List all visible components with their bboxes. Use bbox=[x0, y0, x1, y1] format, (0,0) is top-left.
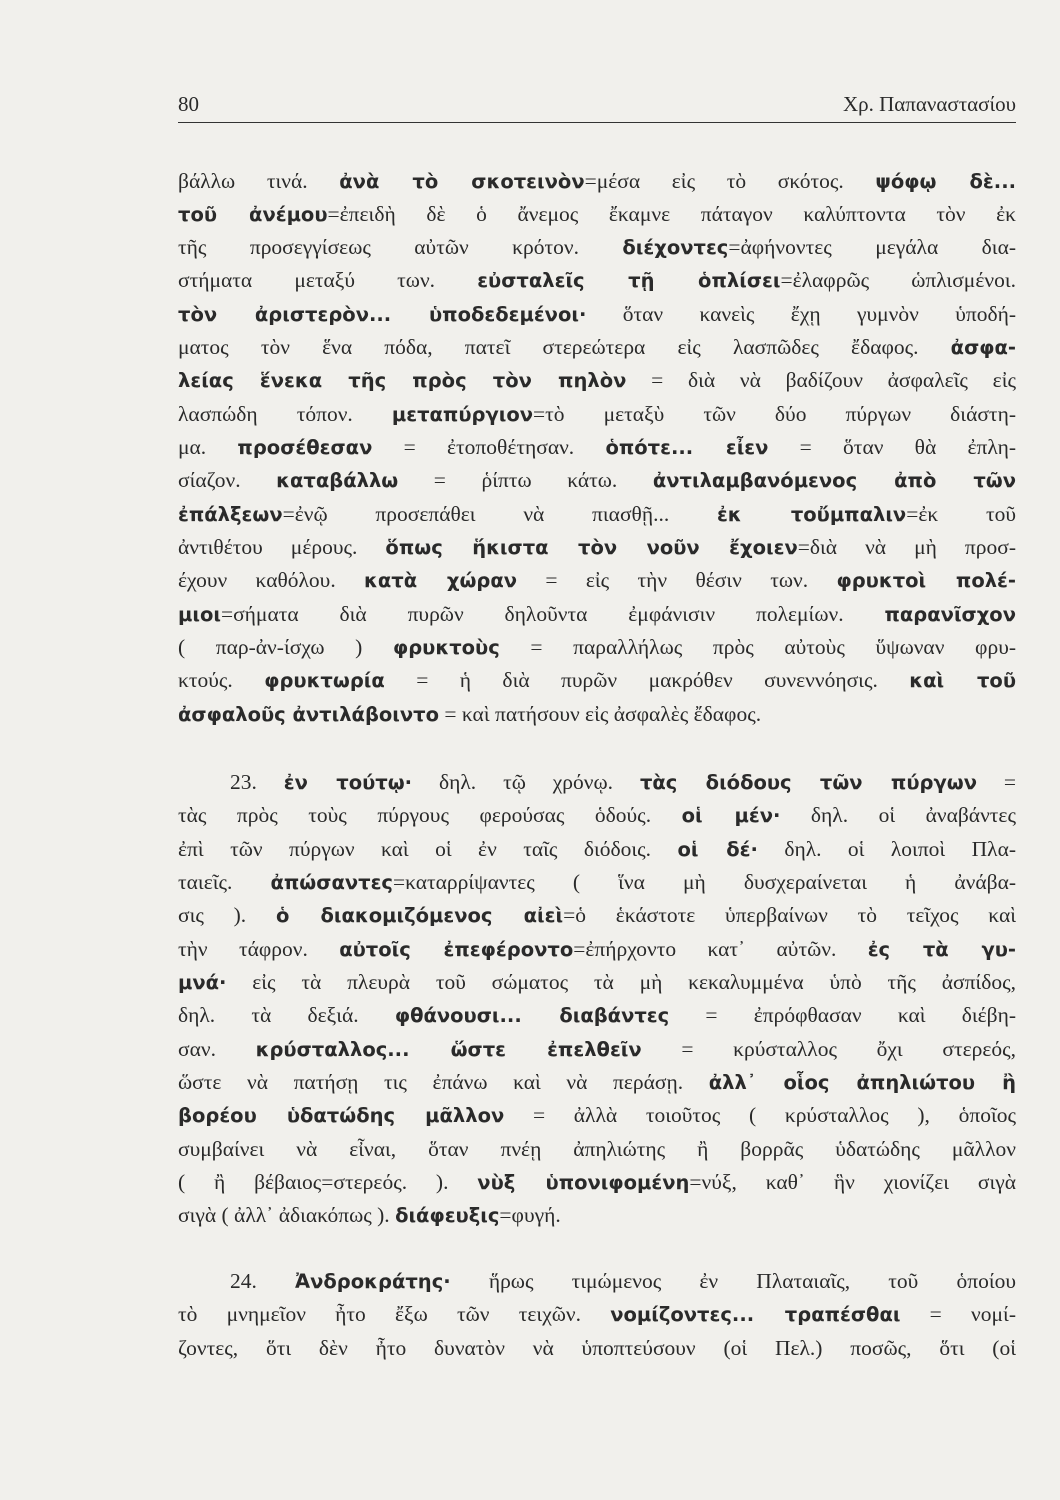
bold-term: ἐν τούτῳ· bbox=[283, 771, 413, 794]
bold-term: καὶ τοῦ bbox=[909, 669, 1016, 692]
text-run: ὥστε νὰ πατήσῃ τις ἐπάνω καὶ νὰ περάσῃ. bbox=[178, 1070, 709, 1094]
text-run: τὸ μνημεῖον ἦτο ἔξω τῶν τειχῶν. bbox=[178, 1302, 611, 1326]
text-line bbox=[178, 197, 1016, 231]
text-line bbox=[178, 1297, 1016, 1331]
text-run: = ἐπρόφθασαν καὶ διέβη- bbox=[669, 1003, 1017, 1027]
text-run: ἐπὶ τῶν πύργων καὶ οἱ ἐν ταῖς διόδοις. bbox=[178, 837, 678, 861]
text-run: κτούς. bbox=[178, 668, 265, 692]
text-line bbox=[178, 765, 1016, 799]
bold-term: οἱ μέν· bbox=[681, 804, 781, 827]
text-run: = διὰ νὰ βαδίζουν ἀσφαλεῖς εἰς bbox=[626, 368, 1016, 392]
text-run: ταιεῖς. bbox=[178, 870, 271, 894]
text-line bbox=[178, 1264, 1016, 1298]
text-run: τῆς προσεγγίσεως αὐτῶν κρότον. bbox=[178, 235, 623, 259]
text-run: = bbox=[976, 770, 1017, 794]
text-run: συμβαίνει νὰ εἶναι, ὅταν πνέῃ ἀπηλιώτης ἢ βορρᾶς ὑδατώδης μᾶλλον bbox=[178, 1137, 1016, 1161]
bold-term: τὸν ἀριστερὸν... ὑποδεδεμένοι· bbox=[178, 303, 587, 326]
text-line bbox=[178, 230, 1016, 264]
bold-term: οἱ δέ· bbox=[677, 838, 758, 861]
bold-term: παρανῖσχον bbox=[884, 603, 1016, 626]
text-line bbox=[178, 832, 1016, 866]
bold-term: βορέου ὑδατώδης μᾶλλον bbox=[178, 1104, 505, 1127]
text-run: στήματα μεταξύ των. bbox=[178, 268, 478, 292]
text-line bbox=[178, 330, 1016, 364]
text-run: = ἀλλὰ τοιοῦτος ( κρύσταλλος ), ὁποῖος bbox=[504, 1103, 1017, 1127]
page-number: 80 bbox=[178, 92, 199, 116]
text-line bbox=[178, 463, 1016, 497]
text-run: =ἐλαφρῶς ὡπλισμένοι. bbox=[780, 268, 1016, 292]
text-run: ἀντιθέτου μέρους. bbox=[178, 535, 386, 559]
text-run: ( παρ-ἀν-ίσχω ) bbox=[178, 635, 393, 659]
bold-term: τοῦ ἀνέμου bbox=[178, 203, 328, 226]
bold-term: φρυκτοὶ πολέ- bbox=[836, 569, 1017, 592]
text-run: βάλλω τινά. bbox=[178, 169, 340, 193]
text-run: =σήματα διὰ πυρῶν δηλοῦντα ἐμφάνισιν πολεμίων. bbox=[220, 602, 885, 626]
text-run: =ἐκ τοῦ bbox=[906, 502, 1016, 526]
text-run: = ῥίπτω κάτω. bbox=[398, 468, 653, 492]
bold-term: κατὰ χώραν bbox=[364, 569, 518, 592]
text-run: =ἐνῷ προσεπάθει νὰ πιασθῇ... bbox=[282, 502, 717, 526]
bold-term: καταβάλλω bbox=[276, 469, 399, 492]
bold-term: ἐκ τοὔμπαλιν bbox=[716, 503, 907, 526]
text-line bbox=[178, 164, 1016, 198]
bold-term: ἀσφαλοῦς ἀντιλάβοιντο bbox=[178, 703, 440, 726]
text-line bbox=[178, 1032, 1016, 1066]
text-run: ( ἢ βέβαιος=στερεός. ). bbox=[178, 1170, 478, 1194]
text-line bbox=[178, 965, 1016, 999]
bold-term: Ἀνδροκράτης· bbox=[295, 1270, 451, 1293]
text-run: =τὸ μεταξὺ τῶν δύο πύργων διάστη- bbox=[533, 402, 1016, 426]
text-run: δηλ. τὰ δεξιά. bbox=[178, 1003, 395, 1027]
text-run: δηλ. οἱ λοιποὶ Πλα- bbox=[757, 837, 1016, 861]
text-line bbox=[178, 1198, 1016, 1232]
bold-term: ἐπάλξεων bbox=[178, 503, 283, 526]
text-line bbox=[178, 865, 1016, 899]
text-run: σαν. bbox=[178, 1037, 256, 1061]
text-run: εἰς τὰ πλευρὰ τοῦ σώματος τὰ μὴ κεκαλυμμένα ὑπὸ τῆς ἀσπίδος, bbox=[226, 970, 1016, 994]
text-run: 24. bbox=[230, 1269, 296, 1293]
text-run: τὴν τάφρον. bbox=[178, 937, 340, 961]
bold-term: διέχοντες bbox=[622, 236, 729, 259]
text-run: = ὅταν θὰ ἐπλη- bbox=[768, 435, 1017, 459]
text-run: = νομί- bbox=[900, 1302, 1016, 1326]
text-run: ἥρως τιμώμενος ἐν Πλαταιαῖς, τοῦ ὁποίου bbox=[450, 1269, 1016, 1293]
text-run: = κρύσταλλος ὄχι στερεός, bbox=[641, 1037, 1017, 1061]
text-run: λασπώδη τόπον. bbox=[178, 402, 392, 426]
bold-term: τὰς διόδους τῶν πύργων bbox=[639, 771, 977, 794]
bold-term: φθάνουσι... διαβάντες bbox=[394, 1004, 670, 1027]
text-line bbox=[178, 430, 1016, 464]
text-run: =νύξ, καθ᾽ ἣν χιονίζει σιγὰ bbox=[689, 1170, 1016, 1194]
text-run: ζοντες, ὅτι δὲν ἦτο δυνατὸν νὰ ὑποπτεύσουν (οἱ Πελ.) ποσῶς, ὅτι (οἱ bbox=[178, 1336, 1016, 1360]
text-line bbox=[178, 363, 1016, 397]
text-run: = παραλλήλως πρὸς αὐτοὺς ὕψωναν φρυ- bbox=[499, 635, 1016, 659]
bold-term: λείας ἕνεκα τῆς πρὸς τὸν πηλὸν bbox=[178, 369, 627, 392]
bold-term: προσέθεσαν bbox=[237, 436, 373, 459]
text-run: =διὰ νὰ μὴ προσ- bbox=[797, 535, 1016, 559]
bold-term: ψόφῳ δὲ... bbox=[875, 170, 1017, 193]
bold-term: ἀντιλαμβανόμενος ἀπὸ τῶν bbox=[652, 469, 1016, 492]
text-line bbox=[178, 1331, 1016, 1365]
bold-term: ἐς τὰ γυ- bbox=[867, 938, 1016, 961]
text-line bbox=[178, 530, 1016, 564]
text-run: = εἰς τὴν θέσιν των. bbox=[517, 568, 837, 592]
bold-term: αὐτοῖς ἐπεφέροντο bbox=[339, 938, 574, 961]
text-run: =φυγή. bbox=[499, 1203, 561, 1227]
bold-term: φρυκτοὺς bbox=[392, 636, 500, 659]
text-run: ματος τὸν ἕνα πόδα, πατεῖ στερεώτερα εἰς λασπῶδες ἔδαφος. bbox=[178, 335, 951, 359]
text-run: σιγὰ ( ἀλλ᾽ ἀδιακόπως ). bbox=[178, 1203, 396, 1227]
text-run: =ὁ ἑκάστοτε ὑπερβαίνων τὸ τεῖχος καὶ bbox=[563, 903, 1016, 927]
bold-term: κρύσταλλος... ὥστε ἐπελθεῖν bbox=[255, 1038, 642, 1061]
bold-term: ἀλλ᾽ οἷος ἀπηλιώτου ἢ bbox=[708, 1071, 1016, 1094]
bold-term: μνά· bbox=[178, 971, 227, 994]
text-line bbox=[178, 798, 1016, 832]
text-line bbox=[178, 597, 1016, 631]
text-run: μα. bbox=[178, 435, 238, 459]
bold-term: ἀπώσαντες bbox=[270, 871, 393, 894]
text-line bbox=[178, 1065, 1016, 1099]
text-run: = ἡ διὰ πυρῶν μακρόθεν συνεννόησις. bbox=[384, 668, 910, 692]
bold-term: μιοι bbox=[178, 603, 221, 626]
text-run: =ἀφήνοντες μεγάλα δια- bbox=[728, 235, 1016, 259]
text-line bbox=[178, 1165, 1016, 1199]
bold-term: φρυκτωρία bbox=[264, 669, 385, 692]
text-line bbox=[178, 563, 1016, 597]
text-run: =μέσα εἰς τὸ σκότος. bbox=[584, 169, 876, 193]
text-run: 23. bbox=[230, 770, 284, 794]
text-line bbox=[178, 630, 1016, 664]
bold-term: ὁπότε... εἶεν bbox=[605, 436, 769, 459]
bold-term: ὁ διακομιζόμενος αἰεὶ bbox=[275, 904, 564, 927]
bold-term: νὺξ ὑπονιφομένη bbox=[477, 1171, 690, 1194]
text-line bbox=[178, 263, 1016, 297]
text-line bbox=[178, 663, 1016, 697]
text-line bbox=[178, 898, 1016, 932]
bold-term: νομίζοντες... τραπέσθαι bbox=[610, 1303, 901, 1326]
text-line bbox=[178, 497, 1016, 531]
bold-term: ἀνὰ τὸ σκοτεινὸν bbox=[339, 170, 585, 193]
text-run: σις ). bbox=[178, 903, 276, 927]
text-run: δηλ. οἱ ἀναβάντες bbox=[780, 803, 1016, 827]
running-head-author: Χρ. Παπαναστασίου bbox=[842, 92, 1016, 116]
page-header bbox=[178, 92, 1016, 123]
text-run: σίαζον. bbox=[178, 468, 277, 492]
text-run: =ἐπήρχοντο κατ᾽ αὐτῶν. bbox=[573, 937, 868, 961]
text-run: έχουν καθόλου. bbox=[178, 568, 365, 592]
text-line bbox=[178, 697, 1016, 731]
text-line bbox=[178, 1098, 1016, 1132]
text-line bbox=[178, 998, 1016, 1032]
text-line bbox=[178, 397, 1016, 431]
text-run: =καταρρίψαντες ( ἵνα μὴ δυσχεραίνεται ἡ ἀνάβα- bbox=[392, 870, 1016, 894]
text-run: ὅταν κανεὶς ἔχῃ γυμνὸν ὑποδή- bbox=[586, 302, 1017, 326]
bold-term: ἀσφα- bbox=[950, 336, 1016, 359]
text-run: = ἐτοποθέτησαν. bbox=[372, 435, 606, 459]
text-line bbox=[178, 932, 1016, 966]
bold-term: μεταπύργιον bbox=[391, 403, 534, 426]
bold-term: ὅπως ἥκιστα τὸν νοῦν ἔχοιεν bbox=[385, 536, 798, 559]
bold-term: διάφευξις bbox=[395, 1204, 500, 1227]
text-line bbox=[178, 297, 1016, 331]
text-run: δηλ. τῷ χρόνῳ. bbox=[412, 770, 640, 794]
bold-term: εὐσταλεῖς τῇ ὁπλίσει bbox=[477, 269, 781, 292]
text-line bbox=[178, 1132, 1016, 1166]
text-run: =ἐπειδὴ δὲ ὁ ἄνεμος ἔκαμνε πάταγον καλύπτοντα τὸν ἐκ bbox=[327, 202, 1016, 226]
text-run: τὰς πρὸς τοὺς πύργους φερούσας ὁδούς. bbox=[178, 803, 682, 827]
text-run: = καὶ πατήσουν εἰς ἀσφαλὲς ἔδαφος. bbox=[439, 702, 762, 726]
